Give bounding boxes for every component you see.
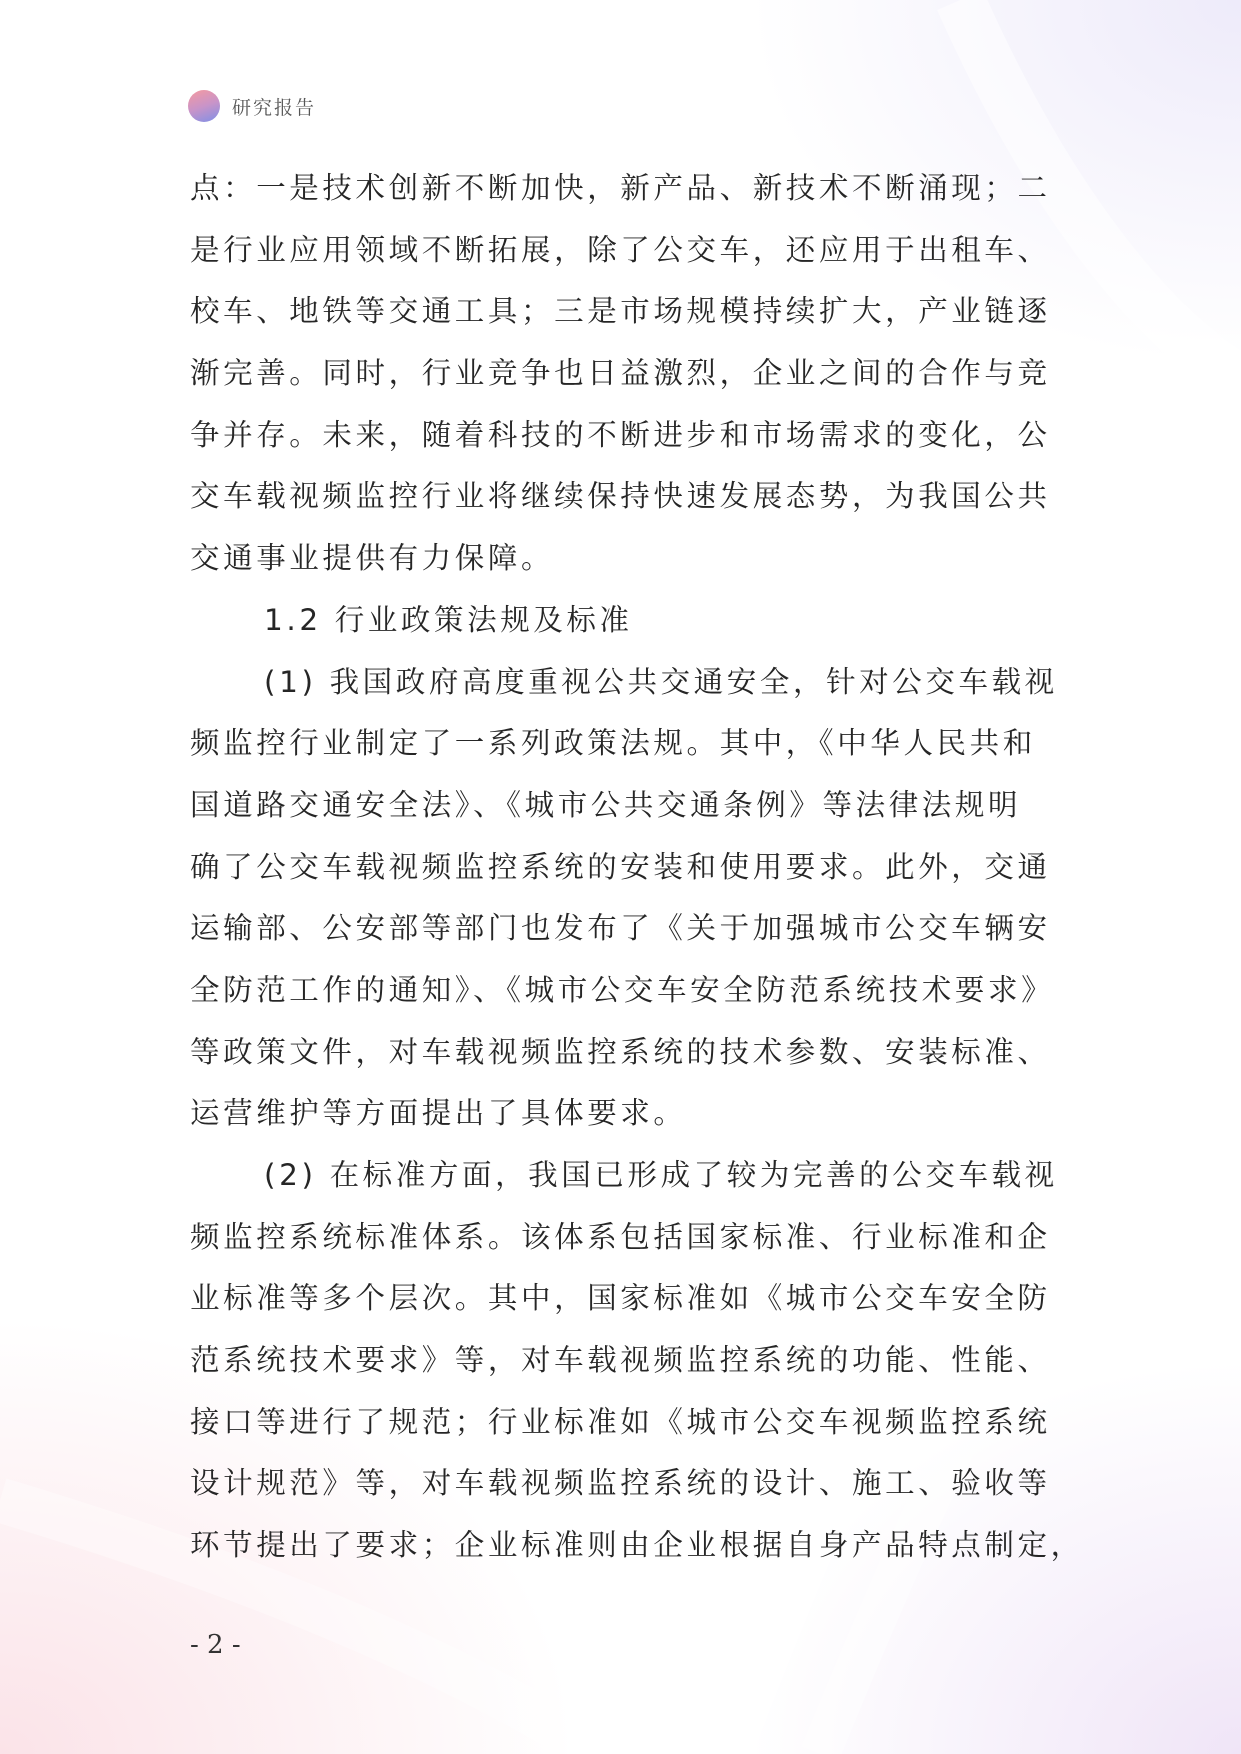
section-heading: 1.2 行业政策法规及标准 [264, 602, 633, 637]
text-line: 国道路交通安全法》、《城市公共交通条例》等法律法规明 [190, 787, 1022, 822]
text-line: 争并存。未来，随着科技的不断进步和市场需求的变化，公 [190, 417, 1051, 452]
text-line: 接口等进行了规范；行业标准如《城市公交车视频监控系统 [190, 1404, 1051, 1439]
text-line: 运营维护等方面提出了具体要求。 [190, 1096, 687, 1131]
text-line: 全防范工作的通知》、《城市公交车安全防范系统技术要求》 [190, 972, 1055, 1007]
text-line: (1) 我国政府高度重视公共交通安全，针对公交车载视 [264, 664, 1058, 699]
text-line: 校车、地铁等交通工具；三是市场规模持续扩大，产业链逐 [190, 294, 1051, 329]
text-line: 运输部、公安部等部门也发布了《关于加强城市公交车辆安 [190, 911, 1051, 946]
text-line: (2) 在标准方面，我国已形成了较为完善的公交车载视 [264, 1158, 1058, 1192]
text-line: 频监控系统标准体系。该体系包括国家标准、行业标准和企 [190, 1219, 1051, 1254]
report-header [188, 90, 316, 122]
text-line: 是行业应用领域不断拓展，除了公交车，还应用于出租车、 [190, 232, 1051, 267]
text-line: 环节提出了要求；企业标准则由企业根据自身产品特点制定， [190, 1528, 1084, 1563]
text-line: 范系统技术要求》等，对车载视频监控系统的功能、性能、 [190, 1343, 1051, 1378]
document-body [190, 158, 1084, 1577]
text-line: 确了公交车载视频监控系统的安装和使用要求。此外，交通 [190, 849, 1051, 884]
report-logo-icon [188, 90, 220, 122]
text-line: 频监控行业制定了一系列政策法规。其中，《中华人民共和 [190, 726, 1036, 761]
text-line: 业标准等多个层次。其中，国家标准如《城市公交车安全防 [190, 1281, 1051, 1316]
text-line: 点：一是技术创新不断加快，新产品、新技术不断涌现；二 [190, 171, 1051, 205]
page-number: - 2 - [190, 1630, 241, 1660]
header-title: 研究报告 [232, 96, 317, 119]
text-line: 交通事业提供有力保障。 [190, 541, 555, 576]
text-line: 等政策文件，对车载视频监控系统的技术参数、安装标准、 [190, 1034, 1051, 1069]
text-line: 设计规范》等，对车载视频监控系统的设计、施工、验收等 [190, 1466, 1051, 1501]
text-line: 渐完善。同时，行业竞争也日益激烈，企业之间的合作与竞 [190, 356, 1051, 391]
text-line: 交车载视频监控行业将继续保持快速发展态势，为我国公共 [190, 479, 1051, 514]
